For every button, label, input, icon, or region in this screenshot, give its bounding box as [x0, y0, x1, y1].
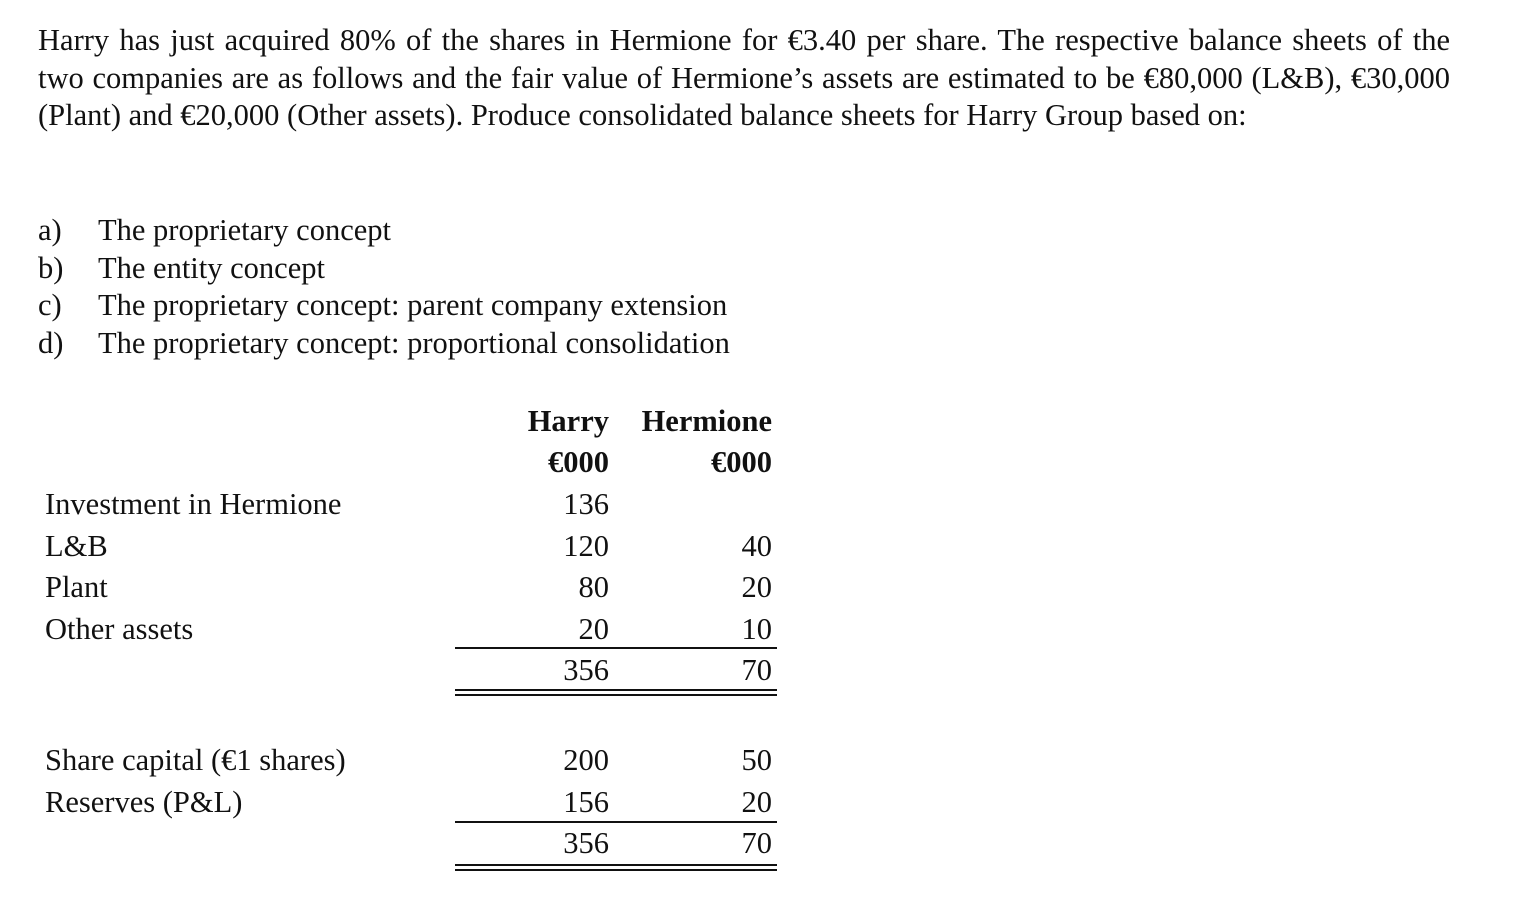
row-label: Plant [45, 570, 108, 604]
option-text: The proprietary concept: proportional consolidation [98, 325, 730, 360]
harry-value: 120 [563, 529, 609, 563]
option-letter: a) [38, 213, 62, 247]
option-letter: b) [38, 250, 64, 285]
subtotal-rule [455, 647, 777, 649]
hermione-equity-total: 70 [741, 826, 772, 860]
hermione-value: 20 [741, 570, 772, 604]
option-text: The entity concept [98, 250, 325, 285]
harry-assets-total: 356 [563, 653, 609, 687]
hermione-value: 40 [741, 529, 772, 563]
header-harry: Harry [527, 404, 609, 438]
header-hermione-unit: €000 [711, 445, 772, 479]
row-label: Investment in Hermione [45, 487, 342, 521]
option-letter: c) [38, 288, 62, 322]
total-double-rule-top [455, 689, 777, 691]
hermione-value: 10 [741, 612, 772, 646]
header-hermione: Hermione [641, 404, 772, 438]
hermione-assets-total: 70 [741, 653, 772, 687]
option-text: The proprietary concept [98, 213, 391, 247]
harry-value: 156 [563, 785, 609, 819]
subtotal-rule [455, 821, 777, 823]
option-text: The proprietary concept: parent company extension [98, 288, 728, 322]
question-intro: Harry has just acquired 80% of the shares in Hermione for €3.40 per share. The respective balance sheets of the two companies are as follows and the fair value of Hermione’s assets are estimated to be €80,000 (L&B), €30,000 (Plant) and €20,000 (Other assets). Produce consolidated balance sheets for Harry Group based on: [38, 23, 1450, 132]
row-label: L&B [45, 529, 108, 563]
total-double-rule-bottom [455, 694, 777, 696]
total-double-rule-bottom [455, 869, 777, 871]
total-double-rule-top [455, 864, 777, 866]
row-label: Other assets [45, 612, 194, 646]
option-letter: d) [38, 325, 64, 360]
harry-equity-total: 356 [563, 826, 609, 860]
harry-value: 200 [563, 743, 609, 777]
harry-value: 136 [563, 487, 609, 521]
harry-value: 20 [578, 612, 609, 646]
hermione-value: 20 [741, 785, 772, 819]
row-label: Reserves (P&L) [45, 785, 243, 819]
hermione-value: 50 [741, 743, 772, 777]
row-label: Share capital (€1 shares) [45, 743, 346, 777]
harry-value: 80 [578, 570, 609, 604]
header-harry-unit: €000 [548, 445, 609, 479]
